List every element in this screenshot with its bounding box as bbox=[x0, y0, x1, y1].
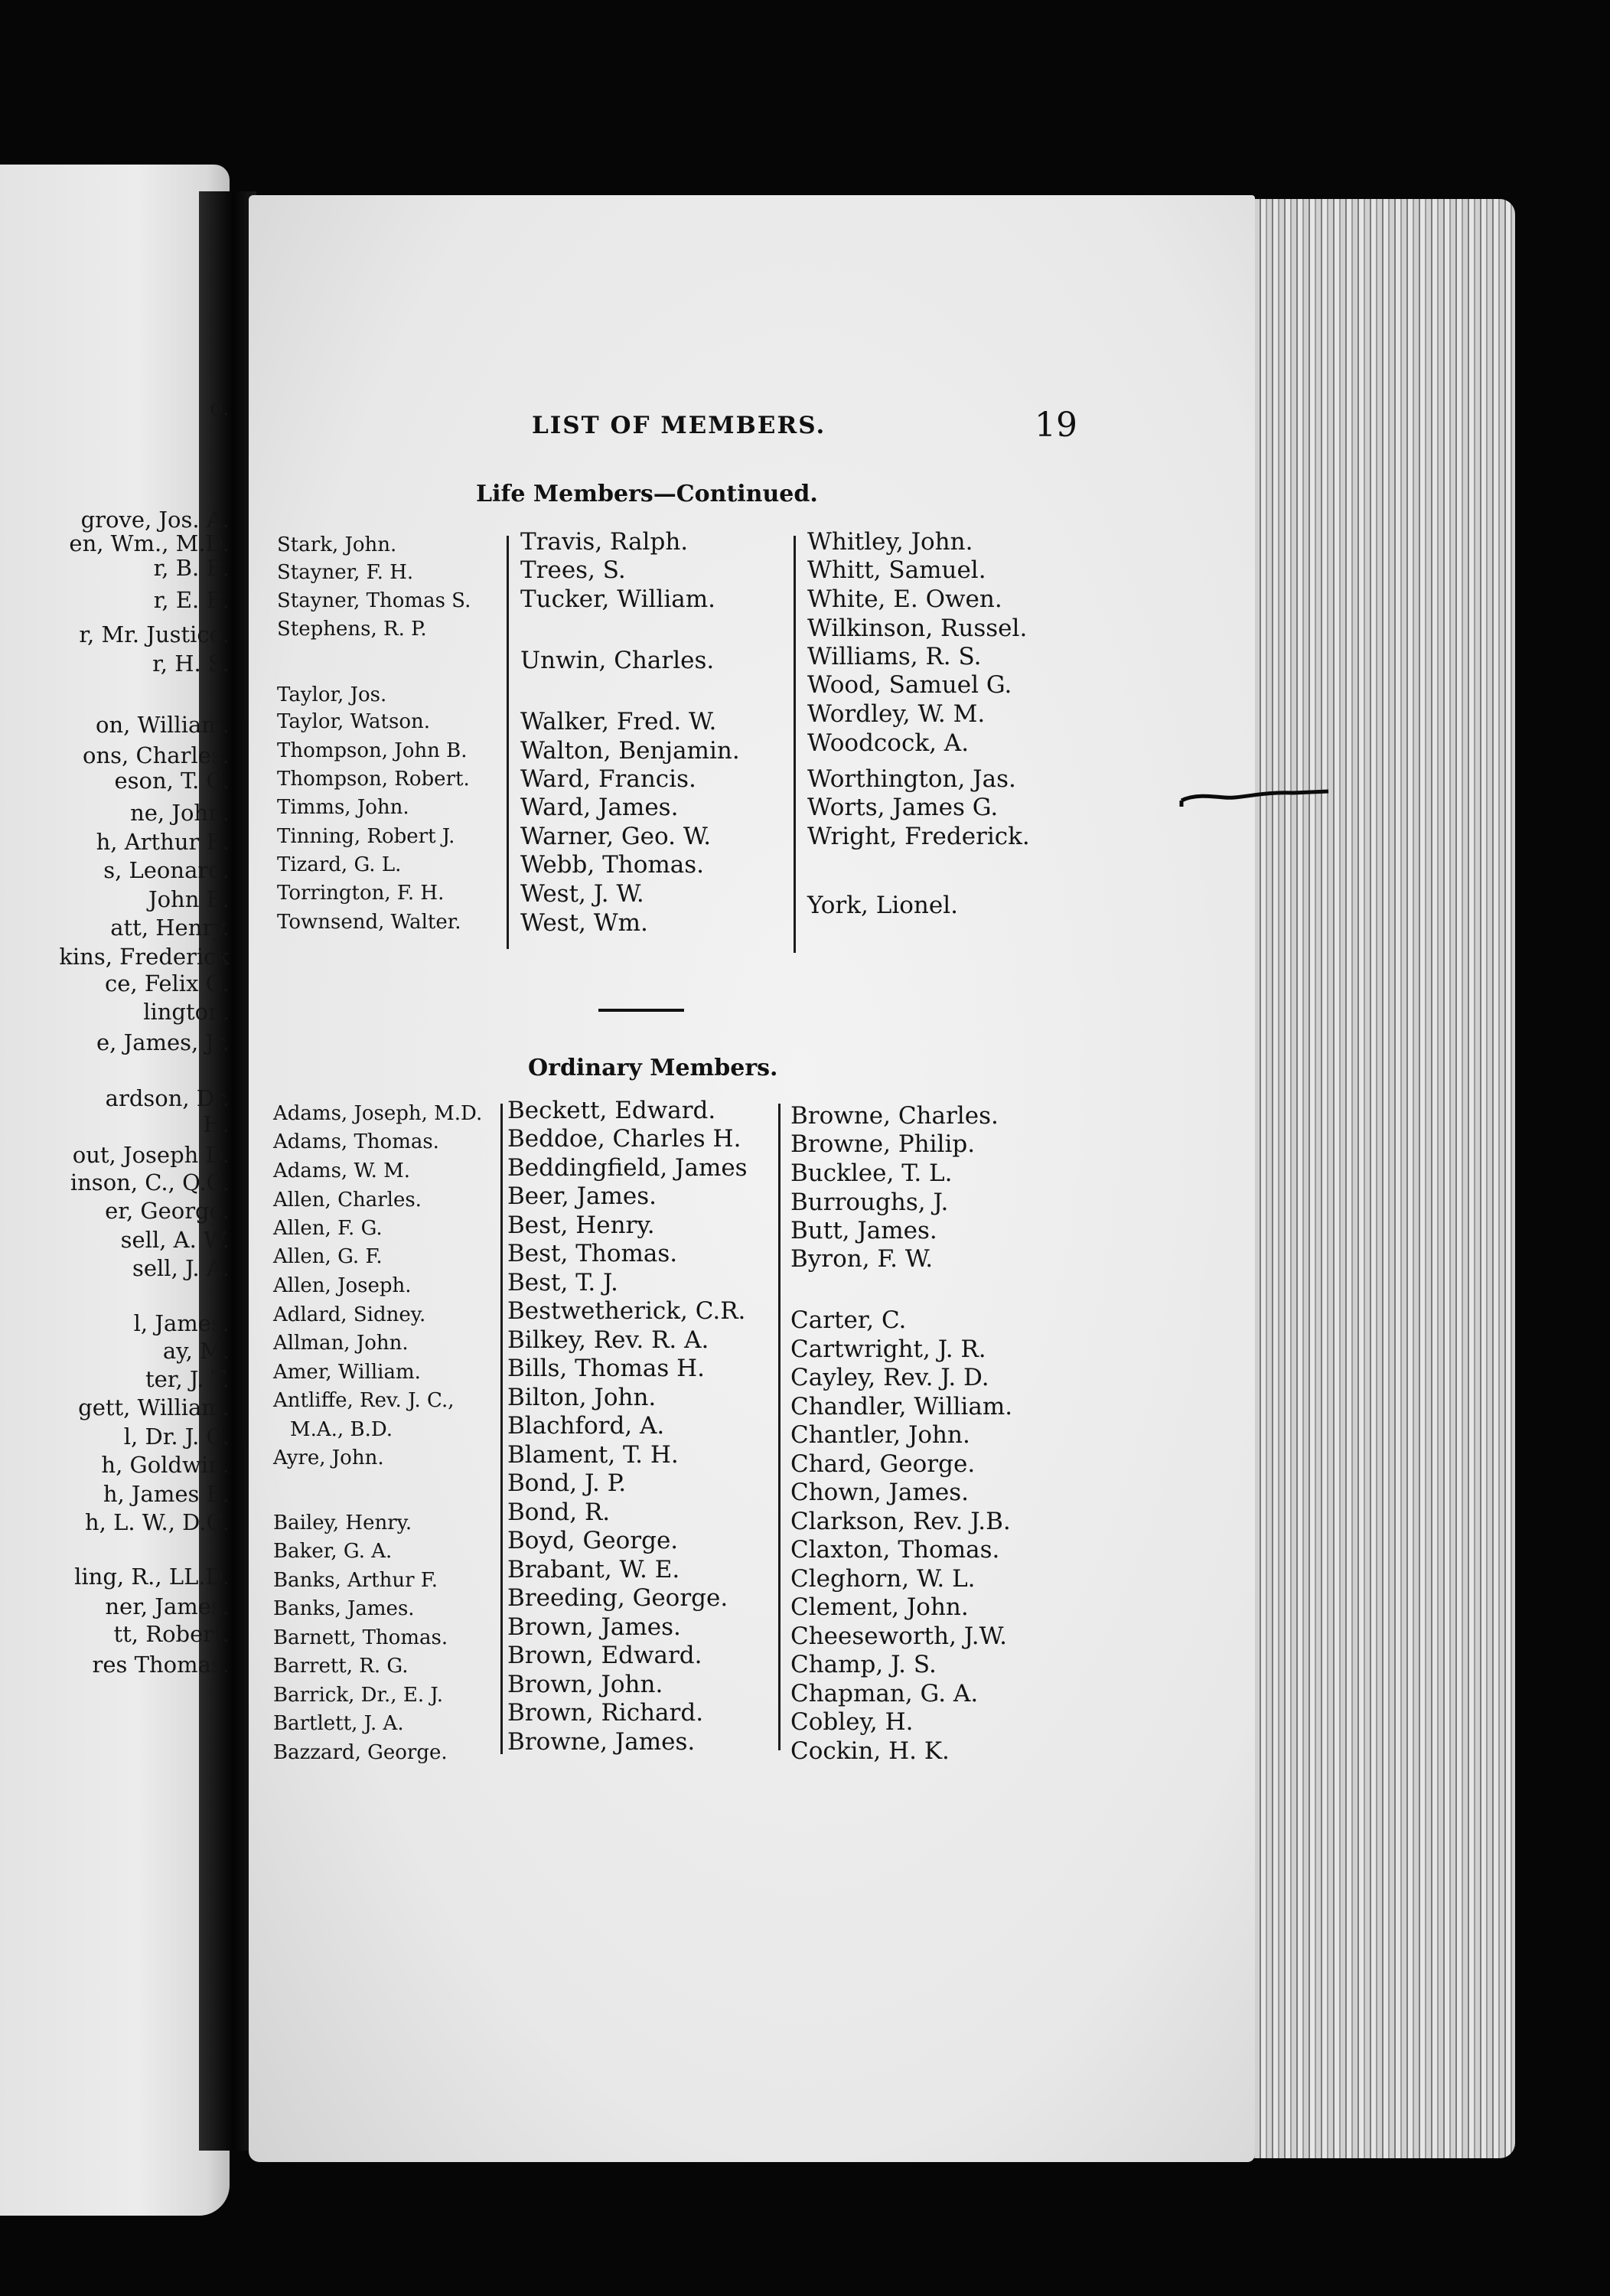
member-name: Travis, Ralph. bbox=[520, 528, 689, 556]
member-name: Chapman, G. A. bbox=[790, 1680, 979, 1707]
column-rule bbox=[507, 536, 509, 949]
left-page-line: ons, Charles. bbox=[82, 742, 230, 768]
member-name: Cockin, H. K. bbox=[790, 1737, 950, 1765]
member-name: Clarkson, Rev. J.B. bbox=[790, 1508, 1011, 1535]
member-name: Unwin, Charles. bbox=[520, 647, 715, 674]
member-name: Cobley, H. bbox=[790, 1708, 914, 1736]
member-name: Allen, G. F. bbox=[273, 1245, 383, 1268]
member-name: Wright, Frederick. bbox=[807, 823, 1030, 850]
member-name: Ayre, John. bbox=[273, 1446, 384, 1469]
member-name: Stayner, F. H. bbox=[277, 561, 414, 584]
left-page-line: eson, T. C. bbox=[114, 768, 230, 794]
member-name: Adlard, Sidney. bbox=[273, 1303, 426, 1326]
member-name: Allen, Charles. bbox=[273, 1189, 422, 1212]
member-name: Wilkinson, Russel. bbox=[807, 615, 1028, 642]
member-name: Chandler, William. bbox=[790, 1393, 1013, 1420]
member-name: Allen, Joseph. bbox=[273, 1274, 412, 1297]
member-name: Webb, Thomas. bbox=[520, 851, 705, 879]
member-name: Cayley, Rev. J. D. bbox=[790, 1364, 989, 1391]
member-name: Breeding, George. bbox=[507, 1584, 728, 1612]
member-name: Stayner, Thomas S. bbox=[277, 589, 471, 612]
member-name: Wood, Samuel G. bbox=[807, 671, 1012, 699]
member-name: Walton, Benjamin. bbox=[520, 737, 740, 765]
column-rule bbox=[794, 536, 796, 953]
member-name: Blament, T. H. bbox=[507, 1441, 679, 1469]
member-name: Timms, John. bbox=[277, 796, 409, 819]
member-name: Townsend, Walter. bbox=[277, 911, 461, 934]
member-name: Bazzard, George. bbox=[273, 1741, 448, 1764]
member-name: Antliffe, Rev. J. C., bbox=[273, 1389, 455, 1412]
member-name: Barrett, R. G. bbox=[273, 1655, 409, 1678]
left-page-line: tt, Robert. bbox=[113, 1621, 230, 1647]
member-name: Worthington, Jas. bbox=[807, 765, 1016, 793]
member-name: Bills, Thomas H. bbox=[507, 1355, 705, 1382]
left-page-line: sell, A. W. bbox=[120, 1227, 230, 1253]
left-page-line: er, George. bbox=[105, 1198, 230, 1224]
member-name: Cleghorn, W. L. bbox=[790, 1565, 976, 1593]
member-name: Taylor, Watson. bbox=[277, 710, 431, 733]
member-name: Banks, James. bbox=[273, 1597, 415, 1620]
page-edges bbox=[1224, 199, 1515, 2158]
member-name: Amer, William. bbox=[273, 1361, 421, 1384]
left-page-line: h, L. W., D.C. bbox=[84, 1509, 230, 1535]
member-name: Beddingfield, James bbox=[507, 1154, 748, 1182]
member-name: Bailey, Henry. bbox=[273, 1512, 412, 1534]
member-name: Williams, R. S. bbox=[807, 643, 982, 670]
member-name: West, J. W. bbox=[520, 880, 644, 908]
member-name: Bartlett, J. A. bbox=[273, 1712, 404, 1735]
left-page-line: out, Joseph D. bbox=[72, 1142, 230, 1168]
member-name: Thompson, John B. bbox=[277, 739, 468, 762]
member-name: Tinning, Robert J. bbox=[277, 825, 455, 848]
member-name: Cartwright, J. R. bbox=[790, 1336, 986, 1363]
member-name: Woodcock, A. bbox=[807, 729, 970, 757]
member-name: Best, Henry. bbox=[507, 1212, 655, 1239]
member-name: Browne, Charles. bbox=[790, 1102, 999, 1130]
member-name: Chown, James. bbox=[790, 1479, 969, 1506]
member-name: Brabant, W. E. bbox=[507, 1556, 680, 1583]
member-name: Tucker, William. bbox=[520, 585, 715, 613]
left-page-line: on, William. bbox=[96, 712, 230, 738]
member-name: Butt, James. bbox=[790, 1217, 937, 1244]
member-name: Byron, F. W. bbox=[790, 1245, 934, 1273]
member-name: Beer, James. bbox=[507, 1182, 657, 1210]
left-page-line: h, Goldwin. bbox=[101, 1452, 230, 1478]
member-name: Ward, Francis. bbox=[520, 765, 696, 793]
member-name: Thompson, Robert. bbox=[277, 768, 470, 791]
member-name: Trees, S. bbox=[520, 556, 626, 584]
member-name: Whitley, John. bbox=[807, 528, 973, 556]
member-name: Beckett, Edward. bbox=[507, 1097, 716, 1124]
member-name: Banks, Arthur F. bbox=[273, 1569, 438, 1592]
member-name: Brown, John. bbox=[507, 1671, 663, 1698]
member-name: Chantler, John. bbox=[790, 1421, 970, 1449]
left-page-line: h, Arthur E. bbox=[96, 829, 230, 855]
member-name: Allman, John. bbox=[273, 1332, 409, 1355]
left-page-line: r, B. B. bbox=[153, 555, 230, 581]
member-name: Ward, James. bbox=[520, 794, 679, 821]
member-name: York, Lionel. bbox=[807, 892, 958, 919]
left-page-line: inson, C., Q.C. bbox=[70, 1169, 230, 1195]
member-name: Carter, C. bbox=[790, 1306, 907, 1334]
left-page-line: o. bbox=[209, 394, 230, 420]
left-page-line: ce, Felix G. bbox=[104, 970, 230, 996]
left-page-line: ne, John. bbox=[130, 800, 230, 826]
column-rule bbox=[778, 1104, 781, 1750]
left-page-line: l, Dr. J. C. bbox=[123, 1424, 230, 1450]
member-name: Beddoe, Charles H. bbox=[507, 1125, 741, 1153]
ordinary-members-heading: Ordinary Members. bbox=[528, 1055, 778, 1081]
left-page-line: grove, Jos. A. bbox=[80, 507, 230, 533]
left-page-line: lington. bbox=[143, 999, 230, 1025]
member-name: Best, Thomas. bbox=[507, 1240, 678, 1267]
left-page-line: en, Wm., M.D. bbox=[69, 530, 230, 556]
member-name: Bilkey, Rev. R. A. bbox=[507, 1326, 709, 1354]
left-page-line: res Thomas. bbox=[92, 1652, 230, 1678]
member-name: Barrick, Dr., E. J. bbox=[273, 1684, 444, 1707]
member-name: Adams, Joseph, M.D. bbox=[273, 1102, 483, 1125]
member-name: Stephens, R. P. bbox=[277, 618, 427, 641]
member-name: Browne, Philip. bbox=[790, 1130, 976, 1158]
member-name: Whitt, Samuel. bbox=[807, 556, 986, 584]
member-name: Clement, John. bbox=[790, 1593, 969, 1621]
member-name: Browne, James. bbox=[507, 1728, 696, 1756]
left-page-line: H. bbox=[203, 1111, 230, 1137]
left-page-line: ner, James. bbox=[105, 1593, 230, 1619]
member-name: Taylor, Jos. bbox=[277, 683, 387, 706]
left-page-line: r, H. S. bbox=[152, 651, 230, 677]
left-page-line: r, E. B. bbox=[153, 587, 230, 613]
left-page-line: sell, J. A. bbox=[132, 1255, 230, 1281]
member-name: Barnett, Thomas. bbox=[273, 1626, 448, 1649]
member-name: Bestwetherick, C.R. bbox=[507, 1297, 746, 1325]
member-name: Chard, George. bbox=[790, 1450, 976, 1478]
left-page-line: ardson, Dr. bbox=[105, 1085, 230, 1111]
member-name: Brown, Edward. bbox=[507, 1642, 702, 1669]
left-page-line: s, Leonard. bbox=[103, 857, 230, 883]
left-page-line: e, James, Jr. bbox=[96, 1029, 230, 1055]
member-name: M.A., B.D. bbox=[290, 1418, 393, 1441]
left-page-line: r, Mr. Justice. bbox=[79, 621, 230, 647]
member-name: Allen, F. G. bbox=[273, 1217, 383, 1240]
member-name: Warner, Geo. W. bbox=[520, 823, 712, 850]
member-name: Baker, G. A. bbox=[273, 1540, 393, 1563]
left-page-line: l, James. bbox=[133, 1310, 230, 1336]
left-page-line: kins, Frederick bbox=[59, 944, 230, 970]
life-members-heading: Life Members—Continued. bbox=[476, 481, 818, 507]
left-page-line: h, James E. bbox=[103, 1481, 230, 1507]
member-name: Adams, Thomas. bbox=[273, 1130, 439, 1153]
member-name: Best, T. J. bbox=[507, 1269, 618, 1296]
member-name: Blachford, A. bbox=[507, 1412, 665, 1440]
column-rule bbox=[500, 1104, 503, 1754]
member-name: Champ, J. S. bbox=[790, 1651, 937, 1678]
ink-mark bbox=[1178, 781, 1331, 811]
page-number: 19 bbox=[1035, 406, 1077, 445]
member-name: Bucklee, T. L. bbox=[790, 1159, 953, 1187]
member-name: Bond, R. bbox=[507, 1499, 611, 1526]
member-name: Tizard, G. L. bbox=[277, 853, 402, 876]
running-head: LIST OF MEMBERS. bbox=[532, 412, 826, 439]
member-name: Worts, James G. bbox=[807, 794, 999, 821]
member-name: Wordley, W. M. bbox=[807, 700, 986, 728]
member-name: Burroughs, J. bbox=[790, 1189, 949, 1216]
member-name: Boyd, George. bbox=[507, 1527, 679, 1554]
left-page-line: John E. bbox=[148, 886, 230, 912]
member-name: Cheeseworth, J.W. bbox=[790, 1623, 1007, 1650]
member-name: Brown, Richard. bbox=[507, 1699, 704, 1727]
member-name: Stark, John. bbox=[277, 533, 397, 556]
member-name: West, Wm. bbox=[520, 909, 648, 937]
left-page-line: ling, R., LL.D. bbox=[74, 1564, 230, 1590]
member-name: Claxton, Thomas. bbox=[790, 1536, 1000, 1564]
left-page-line: gett, William. bbox=[78, 1394, 230, 1420]
member-name: Adams, W. M. bbox=[273, 1159, 411, 1182]
member-name: Brown, James. bbox=[507, 1613, 681, 1641]
left-page-line: att, Henry. bbox=[110, 915, 230, 941]
member-name: Bond, J. P. bbox=[507, 1469, 627, 1497]
member-name: Bilton, John. bbox=[507, 1384, 657, 1411]
member-name: Torrington, F. H. bbox=[277, 882, 445, 905]
section-divider bbox=[598, 1009, 684, 1012]
left-page-line: ay, M. bbox=[162, 1338, 230, 1364]
left-page-line: ter, J. T. bbox=[145, 1366, 230, 1392]
member-name: Walker, Fred. W. bbox=[520, 708, 717, 735]
member-name: White, E. Owen. bbox=[807, 585, 1002, 613]
